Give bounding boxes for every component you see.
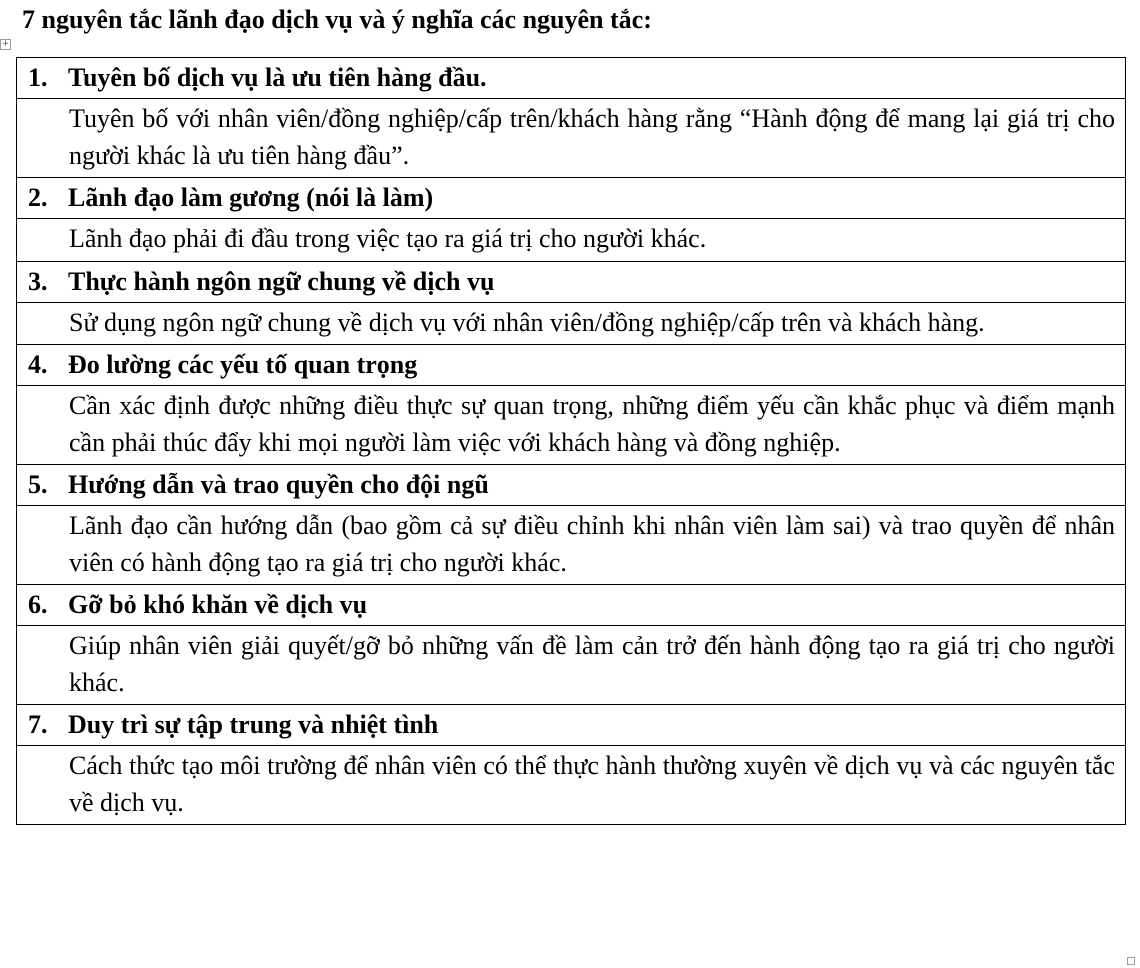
principle-heading: Gỡ bỏ khó khăn về dịch vụ bbox=[68, 590, 368, 619]
principle-heading: Đo lường các yếu tố quan trọng bbox=[68, 350, 418, 379]
principle-description: Lãnh đạo cần hướng dẫn (bao gồm cả sự điều chỉnh khi nhân viên làm sai) và trao quyền để nhân viên có hành động tạo ra giá trị cho người khác. bbox=[17, 506, 1126, 585]
principle-heading-row bbox=[17, 465, 1126, 506]
principle-description: Cách thức tạo môi trường để nhân viên có thể thực hành thường xuyên về dịch vụ và các nguyên tắc về dịch vụ. bbox=[17, 746, 1126, 825]
principle-number: 4. bbox=[28, 350, 48, 379]
principle-description-row bbox=[17, 746, 1126, 825]
principle-number: 3. bbox=[28, 266, 48, 296]
principles-table bbox=[16, 57, 1126, 825]
principle-heading-cell bbox=[17, 705, 1126, 746]
principle-heading: Lãnh đạo làm gương (nói là làm) bbox=[68, 183, 434, 212]
principle-description: Tuyên bố với nhân viên/đồng nghiệp/cấp trên/khách hàng rằng “Hành động để mang lại giá trị cho người khác là ưu tiên hàng đầu”. bbox=[17, 99, 1126, 178]
principle-description: Giúp nhân viên giải quyết/gỡ bỏ những vấn đề làm cản trở đến hành động tạo ra giá trị cho người khác. bbox=[17, 626, 1126, 705]
principle-description-row bbox=[17, 506, 1126, 585]
document-title: 7 nguyên tắc lãnh đạo dịch vụ và ý nghĩa các nguyên tắc: bbox=[22, 5, 652, 34]
principle-heading-row bbox=[17, 705, 1126, 746]
principle-number: 2. bbox=[28, 183, 48, 212]
principle-heading-cell bbox=[17, 261, 1126, 302]
principle-heading-row bbox=[17, 261, 1126, 302]
resize-square-icon[interactable] bbox=[1127, 957, 1135, 965]
principle-description: Sử dụng ngôn ngữ chung về dịch vụ với nhân viên/đồng nghiệp/cấp trên và khách hàng. bbox=[17, 302, 1126, 345]
principle-heading-row bbox=[17, 178, 1126, 219]
principle-heading-cell bbox=[17, 58, 1126, 99]
principle-description: Lãnh đạo phải đi đầu trong việc tạo ra giá trị cho người khác. bbox=[17, 219, 1126, 262]
principle-heading-row bbox=[17, 58, 1126, 99]
principle-heading-row bbox=[17, 585, 1126, 626]
principle-heading-cell bbox=[17, 585, 1126, 626]
principle-description-row bbox=[17, 386, 1126, 465]
principle-number: 1. bbox=[28, 63, 48, 92]
principle-number: 5. bbox=[28, 470, 48, 499]
principle-description-row bbox=[17, 626, 1126, 705]
principle-description: Cần xác định được những điều thực sự quan trọng, những điểm yếu cần khắc phục và điểm mạnh cần phải thúc đẩy khi mọi người làm việc với khách hàng và đồng nghiệp. bbox=[17, 386, 1126, 465]
principle-description-row bbox=[17, 219, 1126, 262]
principle-heading-cell bbox=[17, 178, 1126, 219]
principle-number: 7. bbox=[28, 710, 48, 739]
principle-heading: Thực hành ngôn ngữ chung về dịch vụ bbox=[68, 266, 495, 296]
principle-heading: Tuyên bố dịch vụ là ưu tiên hàng đầu. bbox=[68, 63, 487, 92]
principle-heading-cell bbox=[17, 465, 1126, 506]
principle-description-row bbox=[17, 99, 1126, 178]
principle-heading-cell bbox=[17, 345, 1126, 386]
move-arrows-icon[interactable]: + bbox=[1, 39, 10, 49]
principle-heading: Hướng dẫn và trao quyền cho đội ngũ bbox=[68, 470, 489, 499]
principle-description-row bbox=[17, 302, 1126, 345]
principle-number: 6. bbox=[28, 590, 48, 619]
principle-heading-row bbox=[17, 345, 1126, 386]
principle-heading: Duy trì sự tập trung và nhiệt tình bbox=[68, 710, 439, 739]
